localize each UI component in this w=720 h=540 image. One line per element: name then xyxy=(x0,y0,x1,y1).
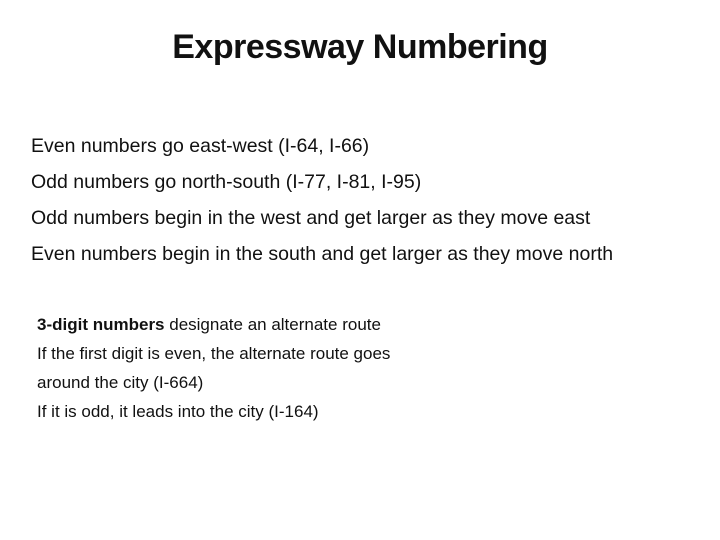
three-digit-term: 3-digit numbers xyxy=(37,315,165,334)
main-point: Odd numbers go north-south (I-77, I-81, I-95) xyxy=(31,171,422,193)
main-point: Odd numbers begin in the west and get larger as they move east xyxy=(31,207,591,229)
main-points-list xyxy=(31,128,701,272)
three-digit-notes xyxy=(37,310,437,426)
three-digit-description: designate an alternate route xyxy=(164,315,381,334)
odd-digit-note: If it is odd, it leads into the city (I-164) xyxy=(37,402,319,421)
slide-title: Expressway Numbering xyxy=(172,28,548,66)
three-digit-note xyxy=(37,310,437,339)
main-point: Even numbers go east-west (I-64, I-66) xyxy=(31,135,370,157)
main-point: Even numbers begin in the south and get larger as they move north xyxy=(31,243,614,265)
even-digit-note: If the first digit is even, the alternate route goes around the city (I-664) xyxy=(37,344,391,392)
